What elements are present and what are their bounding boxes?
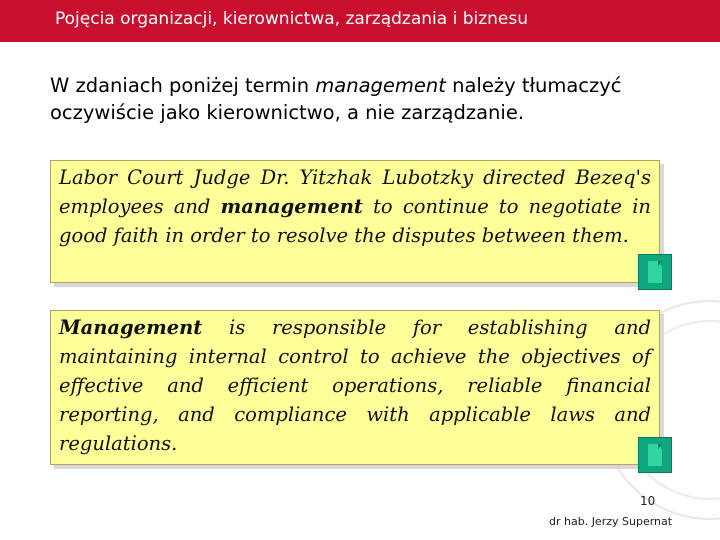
intro-paragraph: [50, 72, 690, 126]
slide-header-title: Pojęcia organizacji, kierownictwa, zarządzania i biznesu: [55, 9, 528, 29]
intro-term: management: [315, 74, 446, 97]
quote-2-term: Management: [59, 316, 203, 339]
author-credit: dr hab. Jerzy Supernat: [549, 515, 673, 528]
page-number: 10: [640, 494, 656, 508]
quote-1-text-end: to continue to negotiate in good faith in order to resolve the disputes between them.: [59, 195, 651, 247]
intro-text-start: W zdaniach poniżej termin: [50, 74, 316, 97]
document-icon[interactable]: [638, 254, 672, 290]
quote-2-text: is responsible for establishing and maintaining internal control to achieve the objectives of effective and efficient operations, reliable financial reporting, and compliance with applicable laws and regulations.: [59, 316, 651, 455]
intro-text-end: należy tłumaczyć oczywiście jako kierownictwo, a nie zarządzanie.: [50, 74, 622, 124]
quote-box-1: [50, 160, 660, 283]
quote-1-term: management: [220, 195, 363, 218]
document-icon[interactable]: [638, 437, 672, 473]
quote-box-2: [50, 310, 660, 465]
header-bar: [0, 0, 720, 42]
quote-1-text-start: Labor Court Judge Dr. Yitzhak Lubotzky directed Bezeq's employees and: [59, 166, 651, 218]
